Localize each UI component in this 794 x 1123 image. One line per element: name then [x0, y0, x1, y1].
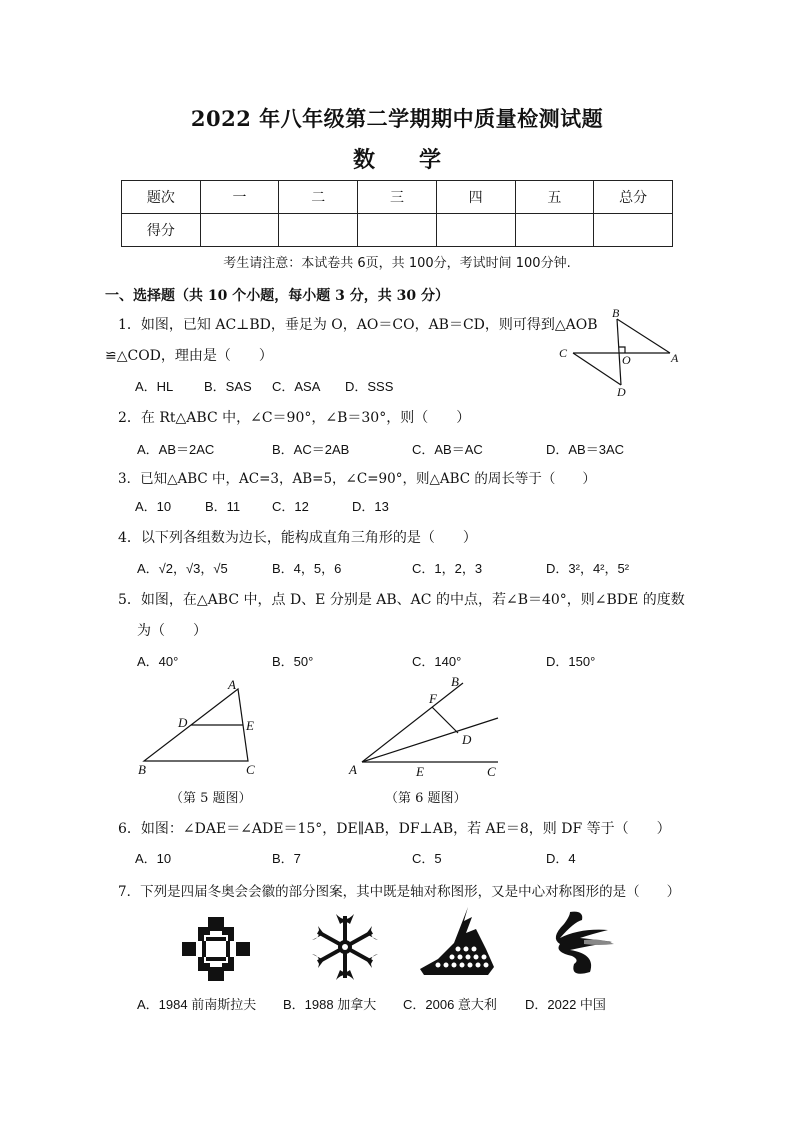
question-3: 3．已知△ABC 中，AC=3，AB=5，∠C=90°，则△ABC 的周长等于（ ） [118, 471, 596, 487]
q6-label-c: C [487, 764, 496, 779]
q1-option-d[interactable]: D．SSS [345, 379, 394, 394]
table-cell: 四 [436, 181, 515, 214]
subject-title: 数 学 [352, 147, 441, 173]
q2-option-b[interactable]: B．AC＝2AB [272, 442, 350, 457]
q3-option-b[interactable]: B．11 [205, 499, 241, 514]
table-cell: 总分 [594, 181, 673, 214]
score-cell[interactable] [594, 214, 673, 247]
q7-option-b[interactable]: B．1988 加拿大 [283, 997, 377, 1012]
q4-option-b[interactable]: B．4，5，6 [272, 561, 342, 576]
q6-option-a[interactable]: A．10 [135, 851, 172, 866]
q5-figure [130, 675, 270, 785]
table-cell: 二 [279, 181, 358, 214]
q4-option-a[interactable]: A．√2，√3，√5 [137, 561, 228, 576]
table-cell: 一 [200, 181, 279, 214]
question-7: 7．下列是四届冬奥会会徽的部分图案，其中既是轴对称图形，又是中心对称图形的是（ ） [118, 884, 681, 900]
q1-figure [555, 305, 685, 400]
score-cell[interactable] [358, 214, 437, 247]
q1-label-b: B [612, 306, 620, 320]
q4-option-d[interactable]: D．3²，4²，5² [546, 561, 630, 576]
q7-option-c[interactable]: C．2006 意大利 [403, 997, 497, 1012]
q7-option-d[interactable]: D．2022 中国 [525, 997, 606, 1012]
q6-option-c[interactable]: C．5 [412, 851, 442, 866]
page-title: 2022 年八年级第二学期期中质量检测试题 [190, 106, 604, 131]
q1-label-o: O [622, 353, 631, 367]
q5-label-d: D [178, 715, 188, 730]
q3-option-d[interactable]: D．13 [352, 499, 389, 514]
score-cell[interactable] [279, 214, 358, 247]
figure-6-caption: （第 6 题图） [385, 791, 467, 806]
logo-1988-icon [308, 910, 382, 984]
q1-label-a: A [671, 351, 679, 365]
q5-label-b: B [138, 762, 146, 777]
q1-option-c[interactable]: C．ASA [272, 379, 321, 394]
q5-label-e: E [246, 718, 254, 733]
table-cell: 五 [515, 181, 594, 214]
q5-option-a[interactable]: A．40° [137, 654, 179, 669]
logo-1984-icon [180, 915, 252, 983]
question-6: 6．如图：∠DAE＝∠ADE＝15°，DE∥AB，DF⊥AB，若 AE＝8，则 DF 等于（ ） [118, 821, 671, 837]
section-heading: 一、选择题（共 10 个小题，每小题 3 分，共 30 分） [105, 288, 449, 304]
q2-option-c[interactable]: C．AB＝AC [412, 442, 483, 457]
q6-label-f: F [429, 691, 437, 706]
q6-label-b: B [451, 674, 459, 689]
score-cell[interactable] [436, 214, 515, 247]
figure-5-caption: （第 5 题图） [170, 791, 252, 806]
table-cell: 得分 [122, 214, 201, 247]
question-2: 2．在 Rt△ABC 中，∠C＝90°，∠B＝30°，则（ ） [118, 410, 471, 426]
q3-option-a[interactable]: A．10 [135, 499, 172, 514]
q5-label-c: C [246, 762, 255, 777]
question-1-line2: ≌△COD，理由是（ ） [105, 348, 273, 364]
q1-label-c: C [559, 346, 568, 360]
question-5-line1: 5．如图，在△ABC 中，点 D、E 分别是 AB、AC 的中点，若∠B＝40°，则∠BDE 的度数 [118, 592, 685, 608]
q5-option-d[interactable]: D．150° [546, 654, 596, 669]
q6-figure [345, 672, 505, 784]
table-cell: 三 [358, 181, 437, 214]
q3-option-c[interactable]: C．12 [272, 499, 309, 514]
score-cell[interactable] [200, 214, 279, 247]
q6-option-d[interactable]: D．4 [546, 851, 576, 866]
exam-notice: 考生请注意：本试卷共 6页，共 100分，考试时间 100分钟. [223, 256, 571, 271]
q6-label-a: A [349, 762, 357, 777]
score-table [121, 180, 673, 247]
question-4: 4．以下列各组数为边长，能构成直角三角形的是（ ） [118, 530, 477, 546]
score-cell[interactable] [515, 214, 594, 247]
logo-2006-icon [416, 905, 498, 979]
q7-option-a[interactable]: A．1984 前南斯拉夫 [137, 997, 257, 1012]
question-5-line2: 为（ ） [137, 623, 207, 639]
q1-option-a[interactable]: A．HL [135, 379, 174, 394]
q5-option-b[interactable]: B．50° [272, 654, 314, 669]
logo-2022-icon [540, 908, 620, 982]
table-row [122, 214, 673, 247]
q1-option-b[interactable]: B．SAS [204, 379, 252, 394]
question-1-line1: 1．如图，已知 AC⊥BD，垂足为 O，AO＝CO，AB＝CD，则可得到△AOB [118, 317, 598, 333]
q4-option-c[interactable]: C．1，2，3 [412, 561, 483, 576]
table-row [122, 181, 673, 214]
q1-label-d: D [617, 385, 626, 399]
q5-option-c[interactable]: C．140° [412, 654, 462, 669]
q2-option-a[interactable]: A．AB＝2AC [137, 442, 215, 457]
q6-label-d: D [462, 732, 472, 747]
q6-label-e: E [416, 764, 424, 779]
q6-option-b[interactable]: B．7 [272, 851, 301, 866]
q2-option-d[interactable]: D．AB＝3AC [546, 442, 625, 457]
q5-label-a: A [228, 677, 236, 692]
table-cell: 题次 [122, 181, 201, 214]
